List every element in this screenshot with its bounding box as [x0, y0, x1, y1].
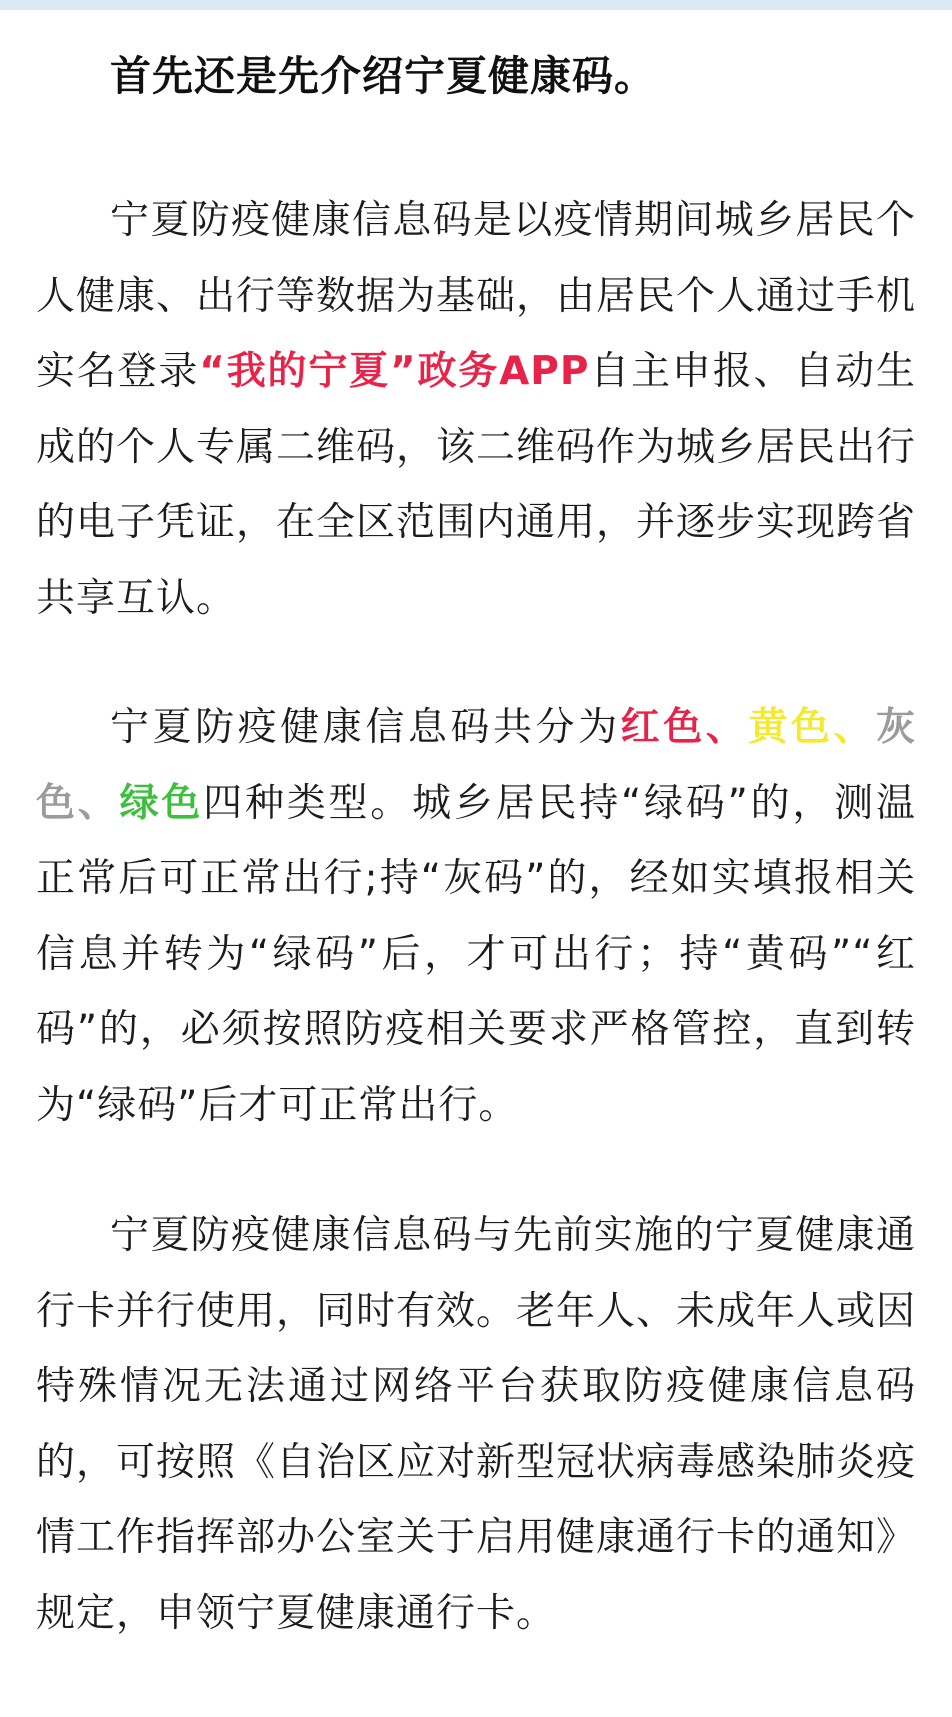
article-heading: 首先还是先介绍宁夏健康码。: [110, 52, 656, 100]
red-code-label: 红色、: [620, 705, 749, 750]
paragraph-intro-text-before: 宁夏防疫健康信息码是以疫情期间城乡居民个人健康、出行等数据为基础，由居民个人通过手机实名登录: [36, 198, 917, 394]
paragraph-code-types-text-before: 宁夏防疫健康信息码共分为: [110, 705, 621, 750]
paragraph-intro: [36, 183, 916, 636]
paragraph-code-types: [36, 690, 916, 1143]
top-edge-strip: [0, 0, 952, 10]
gray-code-label: 灰色、: [36, 705, 916, 826]
yellow-code-label: 黄色、: [748, 705, 876, 750]
app-name-highlight: “我的宁夏”政务APP: [199, 349, 590, 394]
paragraph-health-pass: 宁夏防疫健康信息码与先前实施的宁夏健康通行卡并行使用，同时有效。老年人、未成年人或因特殊情况无法通过网络平台获取防疫健康信息码的，可按照《自治区应对新型冠状病毒感染肺炎疫情工作指挥部办公室关于启用健康通行卡的通知》规定，申领宁夏健康通行卡。: [36, 1213, 917, 1636]
green-code-label: 绿色: [119, 780, 204, 826]
paragraph-intro-text-after: 自主申报、自动生成的个人专属二维码，该二维码作为城乡居民出行的电子凭证，在全区范围内通用，并逐步实现跨省共享互认。: [36, 349, 917, 621]
paragraph-code-types-text-after: 四种类型。城乡居民持“绿码”的，测温正常后可正常出行;持“灰码”的，经如实填报相关信息并转为“绿码”后，才可出行；持“黄码”“红码”的，必须按照防疫相关要求严格管控，直到转为“绿码”后才可正常出行。: [36, 780, 916, 1128]
